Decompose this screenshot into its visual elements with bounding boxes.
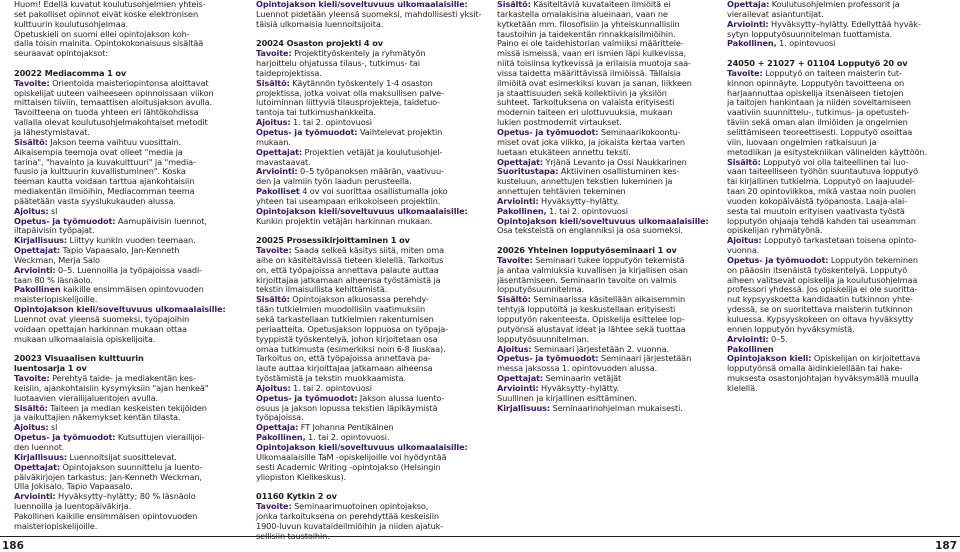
field-label: Tavoite:: [497, 254, 533, 265]
column-4: [727, 0, 956, 394]
field-label: Tavoite:: [14, 77, 50, 88]
field-label: Ajoitus:: [14, 205, 49, 216]
field-label: Opettajat:: [256, 146, 303, 157]
footer-rule-left: [0, 536, 480, 537]
text-paragraph: Tavoite: Saada selkeä käsitys siitä, miten oma aihe on käsiteltävissä tieteen kielellä. Tarkoitus on, että työpajoissa annettava palaute auttaa kirjoittajaa jatkamaan aiheensa työstämistä ja tekstin ilmaisullista kehittämistä.: [256, 245, 445, 295]
text-paragraph: Opettajat: Seminaarin vetäjät: [497, 373, 622, 384]
text-paragraph: Huom! Edellä kuvatut koulutusohjelmien yhteis- set pakolliset opinnot eivät koske elektronisen kulttuurin koulutusohjelmaa.: [14, 0, 206, 29]
field-label: Ajoitus:: [256, 382, 291, 393]
field-label: Arviointi:: [256, 166, 298, 177]
text-paragraph: Ajoitus: 1. tai 2. opintovuosi: [256, 382, 372, 393]
text-paragraph: Tavoite: Perehtyä taide- ja mediakentän kes- keisiin, ajankohtaisiin kysymyksiin "ajan henkeä" luotaavien vierailijaluentojen avulla.: [14, 373, 209, 403]
page-number-right: 187: [935, 540, 957, 552]
text-paragraph: Arviointi: Hyväksytty–hylätty. Edellyttää hyväk- sytyn lopputyösuunnitelman tuottamista.: [727, 18, 921, 39]
field-label: Arviointi:: [14, 491, 56, 502]
text-paragraph: Sisältö: Käsiteltäviä kuvataiteen ilmiöitä ei tarkastella omalakisina alueinaan, vaan ne kytketään mm. filosofisiin ja yhteiskunnallisiin taustoihin ja taidekentän rinnakkaisilmiöihin. Paino ei ole taidehistorian valmiiksi määrittele- missä ismeissä, vaan eri ismien läpi kulkevissa, niitä toisiinsa kytkevissä ja erilaisia muotoja saa- vissa taidetta määrittävissä ilmiöissä. Tällaisia ilmiöitä ovat esimerkiksi kuvan ja sanan, liikkeen ja staattisuuden sekä kollektiivin ja yksilön suhteet. Tarkoituksena on valaista erityisesti modernin taiteen eri ulottuvuuksia, mukaan lukien postmodernit virtaukset.: [497, 0, 692, 128]
field-label: Tavoite:: [727, 67, 763, 78]
field-label: Tavoite:: [256, 501, 292, 512]
column-2: [256, 0, 485, 541]
field-label: Arviointi:: [14, 264, 56, 275]
field-label: Sisältö:: [727, 156, 761, 167]
text-paragraph: Opettajat: Opintojakson suunnittelu ja luento- päiväkirjojen tarkastus: Jan-Kenneth Weckman, Ulla Jokisalo, Tapio Vapaasalo.: [14, 461, 203, 492]
field-label: Arviointi:: [497, 195, 539, 206]
field-label: Sisältö:: [256, 294, 290, 305]
field-label: Ajoitus:: [14, 422, 49, 433]
field-label: Opetus- ja työmuodot:: [497, 126, 599, 137]
page-number-left: 186: [2, 540, 24, 552]
field-label: Opintojakson kieli:: [727, 353, 812, 364]
text-paragraph: Sisältö: Taiteen ja median keskeisten tekijöiden ja vaikuttajien näkemykset kentän tilasta.: [14, 402, 207, 423]
field-label: Sisältö:: [14, 136, 48, 147]
footer-rule-right: [480, 536, 960, 537]
field-label: Pakollinen: [14, 284, 61, 295]
text-paragraph: Tavoite: Orientoida maisteriopintonsa aloittavat opiskelijat uuteen vaiheeseen opinnoissaan viikon mittaisen tiiviin, temaattisen aloitusjakson avulla. Tavoitteena on tuoda yhteen eri lähtökohdissa vallalla olevat koulutusohjelmakohtaiset metodit ja lähestymistavat.: [14, 77, 214, 137]
field-label: Opettajat:: [14, 245, 61, 256]
text-paragraph: Kirjallisuus: Liittyy kunkin vuoden teemaan.: [14, 235, 196, 246]
text-paragraph: Tavoite: Seminaarimuotoinen opintojakso, jonka tarkoituksena on perehdyttää keskeisiin 1900-luvun kuvataideilmiöihin ja niiden ajatuk-: [256, 501, 444, 531]
field-label: Ajoitus:: [727, 235, 762, 246]
field-label: Opintojakson kieli/soveltuvuus ulkomaalaisille:: [497, 215, 709, 226]
field-label: Arviointi:: [497, 382, 539, 393]
text-paragraph: Pakollinen kaikille ensimmäisen opintovuoden maisteriopiskelijoille.: [14, 510, 198, 531]
field-label: Arviointi:: [727, 333, 769, 344]
field-label: Opetus- ja työmuodot:: [256, 126, 358, 137]
text-paragraph: Opetus- ja työmuodot: Kutsuttujen vierailijoi- den luennot.: [14, 432, 205, 452]
field-label: Arviointi:: [727, 18, 769, 29]
field-label: Kirjallisuus:: [14, 451, 68, 462]
field-label: Opettajat:: [497, 373, 544, 384]
course-heading: 20025 Prosessikirjoittaminen 1 ov: [256, 235, 410, 246]
course-heading: 20023 Visuaalisen kulttuurin luentosarja 1 ov: [14, 353, 144, 374]
text-paragraph: Arviointi: Hyväksytty–hylätty.: [497, 382, 619, 393]
text-paragraph: Arviointi: 0–5 työpanoksen määrän, vaativuu- den ja valmiin työn laadun perusteella.: [256, 166, 444, 187]
text-paragraph: Arviointi: Hyväksytty–hylätty; 80 % läsnäolo luennoilla ja luentopäiväkirja.: [14, 491, 196, 512]
text-paragraph: Ajoitus: Lopputyö tarkastetaan toisena opinto- vuonna.: [727, 235, 917, 256]
field-label: Pakollinen,: [256, 432, 306, 443]
text-paragraph: Opettaja: Koulutusohjelmien professorit ja vierailevat asiantuntijat.: [727, 0, 900, 19]
field-label: Suoritustapa:: [497, 166, 559, 177]
text-paragraph: Ajoitus: 1. tai 2. opintovuosi: [256, 117, 372, 128]
column-3: [497, 0, 726, 413]
text-paragraph: Opettajat: Yrjänä Levanto ja Ossi Naukkarinen: [497, 156, 687, 167]
text-paragraph: Arviointi: Hyväksytty–hylätty.: [497, 195, 619, 206]
field-label: Opetus- ja työmuodot:: [14, 432, 116, 443]
field-label: Sisältö:: [256, 77, 290, 88]
text-paragraph: Sisältö: Käytännön työskentely 1-4 osaston projektissa, jotka voivat olla maksullisen palve- lutoiminnan liittyviä tilausprojekteja, taidetuo- tantoja tai tutkimushankkeita.: [256, 77, 444, 118]
text-paragraph: Suoritustapa: Aktiivinen osallistuminen kes- kusteluun, annettujen tekstien lukeminen ja annettujen tehtävien tekeminen: [497, 166, 680, 197]
field-label: Sisältö:: [497, 0, 531, 9]
text-paragraph: Pakollinen, 1. tai 2. opintovuosi: [497, 205, 628, 216]
field-label: Ajoitus:: [497, 343, 532, 354]
field-label: Pakollinen: [727, 343, 774, 354]
text-paragraph: Opintojakson kieli: Opiskelijan on kirjoitettava lopputyönsä omalla äidinkielellään tai hake- muksesta osastonjohtajan hyväksymällä muulla kielellä.: [727, 353, 921, 393]
course-heading: 24050 + 21027 + 01104 Lopputyö 20 ov: [727, 58, 908, 69]
field-label: Pakollinen,: [727, 38, 777, 49]
text-paragraph: Sisältö: Jakson teema vaihtuu vuosittain. Aikaisempia teemoja ovat olleet "media ja tarina", "havainto ja kuvakulttuuri" ja "media- fuusio ja kulttuurin kuvallistuminen". Koska teeman kautta voidaan tarttua ajankohtaisiin mediakentän ilmiöihin, Mediacomman teema päätetään vasta syyslukukauden alussa.: [14, 136, 196, 206]
text-paragraph: Kirjallisuus: Seminaarinohjelman mukaisesti.: [497, 402, 683, 413]
text-paragraph: Opettaja: FT Johanna Pentikäinen: [256, 422, 394, 433]
field-label: Ajoitus:: [256, 117, 291, 128]
field-label: Opettajat:: [14, 461, 61, 472]
text-paragraph: Arviointi: 0–5. Luennoilla ja työpajoissa vaadi- taan 80 % läsnäolo.: [14, 264, 203, 285]
field-label: Tavoite:: [14, 373, 50, 384]
field-label: Opetus- ja työmuodot:: [727, 254, 829, 265]
course-heading: 20024 Osaston projekti 4 ov: [256, 38, 383, 49]
text-paragraph: Opintojakson kieli/soveltuvuus ulkomaalaisille: Luennot ovat yleensä suomeksi, työpajoihin voidaan opettajan harkinnan mukaan ottaa mukaan ulkomaalaisia opiskelijoita.: [14, 304, 226, 344]
text-paragraph: Tavoite: Lopputyö on taiteen maisterin tut- kinnon opinnäyte. Lopputyön tavoitteena on harjaannuttaa opiskelija itsenäiseen tietojen ja taitojen hankintaan ja niiden soveltamiseen vaativiin suunnittelu-, tutkimus- ja opetusteh- täviin sekä oman alan ilmiöiden ja ongelmien selittämiseen teoreettisesti. Lopputyö osoittaa viin, luovaan ongelmien ratkaisuun ja metodiikan ja esitystekniikan välineiden käyttöön.: [727, 67, 927, 157]
text-paragraph: Pakollinen kaikille ensimmäisen opintovuoden maisteriopiskelijoille.: [14, 284, 204, 305]
text-paragraph: Ajoitus: sl: [14, 422, 58, 433]
text-paragraph: Opetus- ja työmuodot: Seminaari järjestetään messa jaksossa 1. opintovuoden alussa.: [497, 353, 692, 374]
field-label: Opettaja:: [727, 0, 770, 9]
text-paragraph: Opetus- ja työmuodot: Vaihtelevat projektin mukaan.: [256, 126, 443, 147]
text-paragraph: Arviointi: 0–5.: [727, 333, 788, 344]
text-paragraph: Tavoite: Projektityöskentely ja ryhmätyön harjoittelu ohjatussa tilaus-, tutkimus- tai taideprojektissa.: [256, 48, 426, 78]
text-paragraph: Kirjallisuus: Luennoitsijat suosittelevat.: [14, 451, 177, 462]
course-heading: 20022 Mediacomma 1 ov: [14, 67, 127, 78]
field-label: Opetus- ja työmuodot:: [256, 392, 358, 403]
text-paragraph: Opetus- ja työmuodot: Seminaarikokoontu- miset ovat joka viikko, ja jokaista kertaa varten luetaan etukäteen annettu teksti.: [497, 126, 686, 157]
text-paragraph: Opettajat: Tapio Vapaasalo, Jan-Kenneth Weckman, Merja Salo: [14, 245, 180, 265]
field-label: Kirjallisuus:: [497, 402, 551, 413]
text-paragraph: Opetus- ja työmuodot: Aamupäivisin luennot, iltapäivisin työpajat.: [14, 215, 207, 236]
text-paragraph: Ajoitus: sl: [14, 205, 58, 216]
text-paragraph: Sisältö: Opintojakson alkuosassa perehdy- tään tutkielmien muodollisiin vaatimuksiin sekä tarkastellaan tutkielmien rakentumisen periaatteita. Opetusjakson loppuosa on työpaja- tyyppistä työskentelyä, johon kirjoitetaan osa omaa tutkimusta (esimerkiksi noin 6-8 liuskaa). Tarkoitus on, että työpajoissa annettava pa- laute auttaa kirjoittajaa jatkamaan aiheensa työstämistä ja tekstin muokkaamista.: [256, 294, 448, 384]
course-heading: 01160 Kytkin 2 ov: [256, 491, 337, 502]
field-label: Opintojakson kieli/soveltuvuus ulkomaalaisille:: [14, 304, 226, 315]
text-paragraph: Pakollinen, 1. tai 2. opintovuosi.: [256, 432, 390, 443]
field-label: Sisältö:: [497, 294, 531, 305]
text-paragraph: Opettajat: Projektien vetäjät ja koulutusohjel- mavastaavat.: [256, 146, 443, 167]
field-label: Opetus- ja työmuodot:: [497, 353, 599, 364]
text-paragraph: Pakolliset 4 ov voi suorittaa osallistumalla joko yhteen tai useampaan erikokoiseen projektiin.: [256, 186, 448, 206]
field-label: Opintojakson kieli/soveltuvuus ulkomaalaisille:: [256, 205, 468, 216]
text-paragraph: Opintojakson kieli/soveltuvuus ulkomaalaisille: Ulkomaalaisille TaM -opiskelijoille voi hyödyntää sesti Academic Writing -opintojakso (Helsingin yliopiston Kielikeskus).: [256, 441, 468, 482]
text-paragraph: Opetus- ja työmuodot: Jakson alussa luento- osuus ja jakson lopussa tekstien läpikäymistä työpajoissa.: [256, 392, 445, 423]
text-paragraph: Opetuskieli on suomi ellei opintojakson koh- dalla toisin mainita. Opintokokonaisuus sisältää seuraavat opintojaksot:: [14, 28, 204, 59]
text-paragraph: Opintojakson kieli/soveltuvuus ulkomaalaisille: Kunkin projektin vetäjän harkinnan mukaan.: [256, 205, 468, 226]
field-label: Opetus- ja työmuodot:: [14, 215, 116, 226]
course-heading: 20026 Yhteinen lopputyöseminaari 1 ov: [497, 245, 677, 256]
field-label: Pakolliset: [256, 186, 300, 197]
text-paragraph: Opintojakson kieli/soveltuvuus ulkomaalaisille: Luennot pidetään yleensä suomeksi, mahdollisesti yksit- täisiä ulkomaisia luennoitsijoita.: [256, 0, 482, 29]
field-label: Tavoite:: [256, 48, 292, 59]
field-label: Opintojakson kieli/soveltuvuus ulkomaalaisille:: [256, 0, 468, 9]
text-paragraph: Opintojakson kieli/soveltuvuus ulkomaalaisille: Osa teksteistä on englanniksi ja osa suomeksi.: [497, 215, 709, 236]
text-paragraph: Pakollinen, 1. opintovuosi: [727, 38, 836, 49]
column-1: [14, 0, 243, 532]
field-label: Opettajat:: [497, 156, 544, 167]
field-label: Opettaja:: [256, 422, 299, 433]
text-paragraph: Tavoite: Seminaari tukee lopputyön tekemistä ja antaa valmiuksia kuvallisen ja kirjallisen osan jäsentämiseen. Seminaarin tavoite on valmis lopputyösuunnitelma.: [497, 254, 688, 295]
text-paragraph: Ajoitus: Seminaari järjestetään 2. vuonna.: [497, 343, 669, 354]
field-label: Tavoite:: [256, 245, 292, 256]
field-label: Sisältö:: [14, 402, 48, 413]
field-label: Opintojakson kieli/soveltuvuus ulkomaalaisille:: [256, 441, 468, 452]
text-paragraph: Opetus- ja työmuodot: Lopputyön tekeminen on pääosin itsenäistä työskentelyä. Lopputyö aiheen valitsevat opiskelija ja koulutusohjelmaa professori yhdessä. Jos opiskelija ei ole suoritta- nut kypsyyskoetta kandidaatin tutkinnon yhte- ydessä, se on suoritettava maisterin tutkinnon kuluessa. Kypsyyskokeen on oltava hyväksytty ennen lopputyön hyväksymistä.: [727, 254, 918, 334]
field-label: Pakollinen,: [497, 205, 547, 216]
text-paragraph: Sisältö: Seminaarissa käsitellään aikaisemmin tehtyjä lopputöitä ja keskustellaan erityisesti lopputyön rakenteesta. Opiskelija esittelee lop- putyönsä alustavat ideat ja lähtee sekä tuottaa lopputyösuunnitelman.: [497, 294, 686, 344]
text-paragraph: Suullinen ja kirjallinen esittäminen.: [497, 392, 637, 403]
text-paragraph: Sisältö: Lopputyö voi olla taiteellinen tai luo- vaan taiteelliseen työhön suuntautuva lopputyö tai kirjallinen tutkielma. Lopputyö on laajuudel- taan 20 opintoviikkoa, mikä vastaa noin puolen vuoden kokopäiväistä työpanosta. Laaja-alai- sesta tai muutoin erityisen vaativasta työstä lopputyön ohjaaja tehdä kahden tai useamman opiskelijan ryhmätyönä.: [727, 156, 918, 236]
field-label: Kirjallisuus:: [14, 235, 68, 246]
